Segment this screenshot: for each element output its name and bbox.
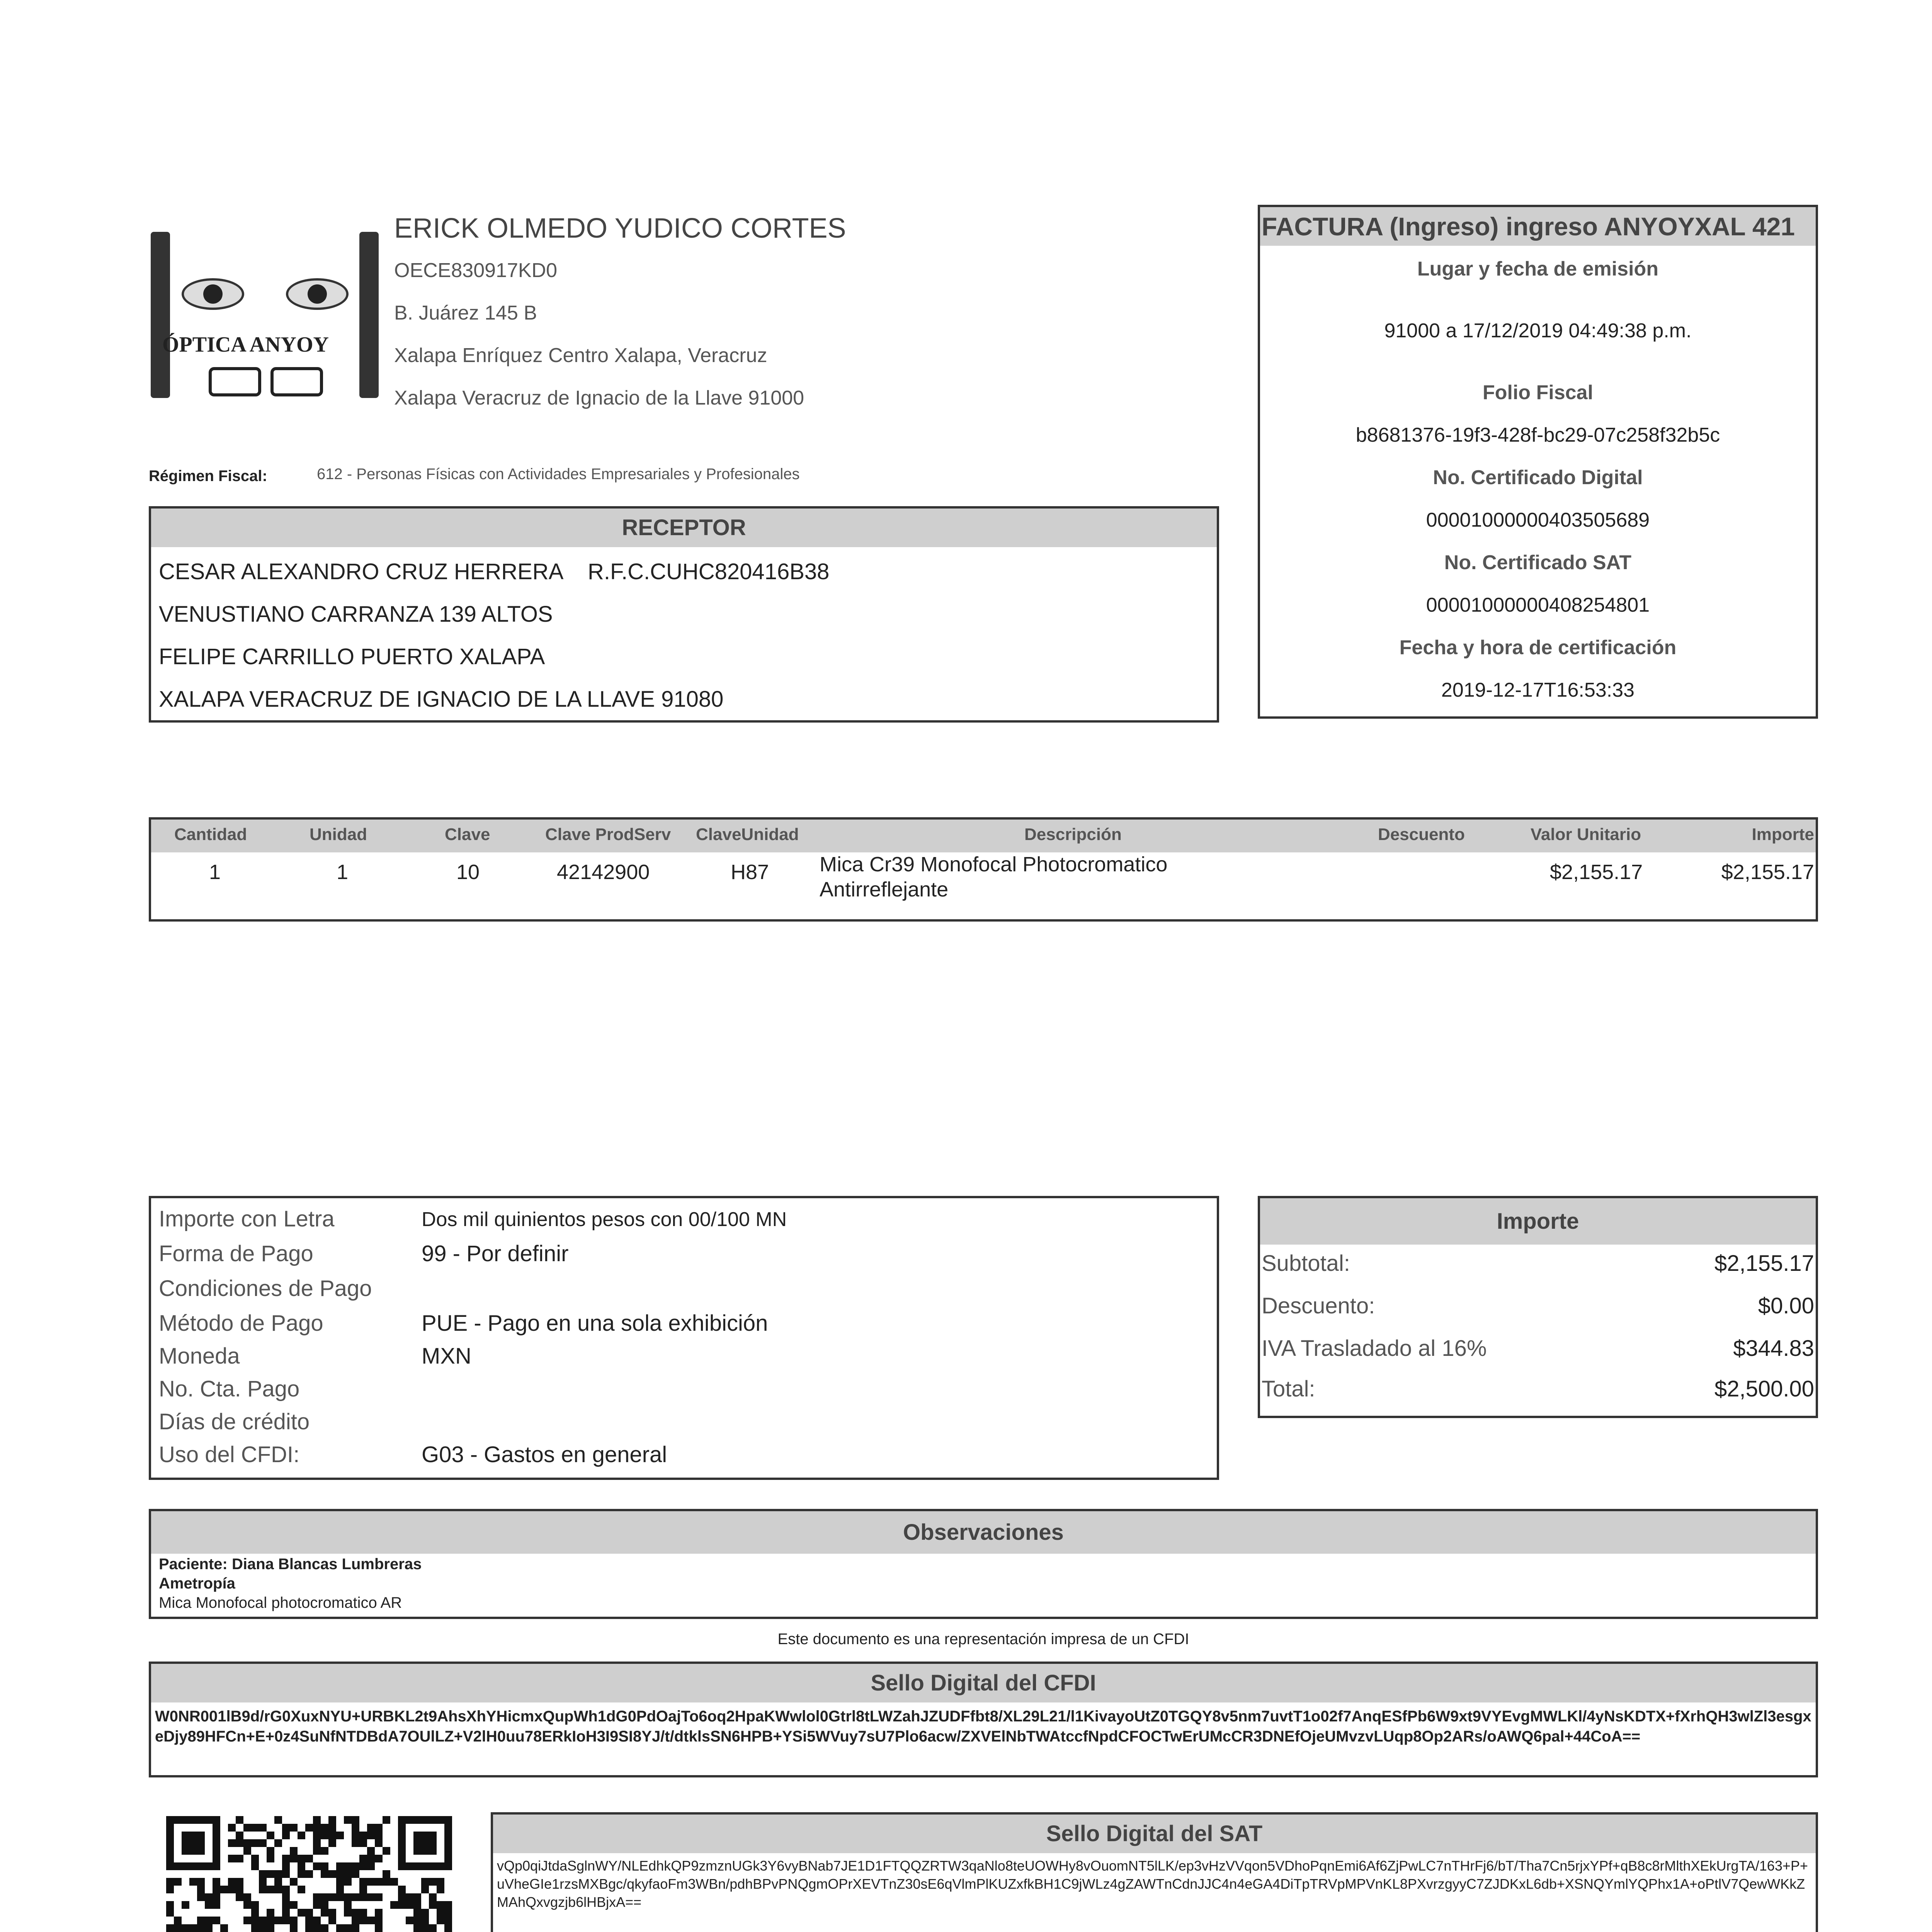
uso-cfdi-label: Uso del CFDI: xyxy=(159,1442,300,1467)
issuer-rfc: OECE830917KD0 xyxy=(394,259,558,282)
issuer-address-2: Xalapa Enríquez Centro Xalapa, Veracruz xyxy=(394,344,767,367)
lugar-label: Lugar y fecha de emisión xyxy=(1417,258,1659,280)
subtotal-label: Subtotal: xyxy=(1262,1251,1350,1276)
sello-sat-value: vQp0qiJtdaSglnWY/NLEdhkQP9zmznUGk3Y6vyBNab7JE1D1FTQQZRTW3qaNlo8teUOWHy8vOuomNT5lLK/ep3vHzVVqon5VDhoPqnEmi6Af6ZjPwLC7nTHrFj6/bT/Tha7Cn5rjxYPf+qB8c8rMlthXEkUrgTA/163+P+uVheGIe1rzsMXBgc/qkyfaoFm3WBn/pdhBPvPNQgmOPrXEVTnZ30sE6qVlmPlKUZxfkBH1C9jWLz4gZAWTnCdnJJC4n4eGA4DiTpTRVpMPVnKL8PXvrzgyyC7ZJDKxL6db+XSNQYmlYQPhx1A+oPtlV7QewWKkZMAhQxvgzjb6lHBjxA== xyxy=(497,1858,1808,1910)
col-header-importe: Importe xyxy=(1752,825,1814,844)
col-header-clave: Clave xyxy=(445,825,490,844)
receptor-address-1: VENUSTIANO CARRANZA 139 ALTOS xyxy=(159,602,553,627)
receptor-box xyxy=(149,506,1219,723)
regimen-label: Régimen Fiscal: xyxy=(149,468,267,485)
fecha-cert-value: 2019-12-17T16:53:33 xyxy=(1441,679,1635,701)
totals-title: Importe xyxy=(1260,1198,1816,1245)
logo-pillar-left xyxy=(151,232,170,398)
moneda-label: Moneda xyxy=(159,1344,240,1369)
cert-value: 00001000000403505689 xyxy=(1426,509,1650,531)
col-header-unidad: Unidad xyxy=(310,825,367,844)
cell-clave-prodserv: 42142900 xyxy=(557,861,650,884)
importe-letra-value: Dos mil quinientos pesos con 00/100 MN xyxy=(422,1208,787,1231)
totals-box xyxy=(1258,1196,1818,1418)
sello-sat-box xyxy=(491,1812,1818,1932)
sello-cfdi-title: Sello Digital del CFDI xyxy=(151,1664,1816,1702)
folio-value: b8681376-19f3-428f-bc29-07c258f32b5c xyxy=(1355,424,1720,446)
receptor-rfc: R.F.C.CUHC820416B38 xyxy=(588,559,830,584)
cfdi-note: Este documento es una representación impresa de un CFDI xyxy=(777,1631,1189,1648)
receptor-address-2: FELIPE CARRILLO PUERTO XALAPA xyxy=(159,644,545,669)
uso-cfdi-value: G03 - Gastos en general xyxy=(422,1442,667,1467)
cuenta-pago-label: No. Cta. Pago xyxy=(159,1376,300,1401)
issuer-logo xyxy=(143,216,383,410)
qr-code xyxy=(166,1816,452,1932)
col-header-descuento: Descuento xyxy=(1378,825,1465,844)
descuento-label: Descuento: xyxy=(1262,1293,1375,1318)
cell-descripcion-line1: Mica Cr39 Monofocal Photocromatico xyxy=(820,853,1168,876)
observaciones-line-2: Ametropía xyxy=(159,1575,235,1592)
items-table-header xyxy=(151,820,1816,852)
metodo-pago-label: Método de Pago xyxy=(159,1311,323,1336)
issuer-name: ERICK OLMEDO YUDICO CORTES xyxy=(394,213,846,244)
forma-pago-value: 99 - Por definir xyxy=(422,1241,569,1266)
logo-glasses-right xyxy=(270,367,323,396)
observaciones-line-1: Paciente: Diana Blancas Lumbreras xyxy=(159,1556,422,1573)
receptor-title: RECEPTOR xyxy=(151,509,1217,547)
regimen-value: 612 - Personas Físicas con Actividades Empresariales y Profesionales xyxy=(317,466,800,483)
issuer-address-3: Xalapa Veracruz de Ignacio de la Llave 91000 xyxy=(394,387,804,409)
col-header-descripcion: Descripción xyxy=(1024,825,1122,844)
observaciones-box xyxy=(149,1509,1818,1619)
cell-clave-unidad: H87 xyxy=(731,861,769,884)
lugar-value: 91000 a 17/12/2019 04:49:38 p.m. xyxy=(1384,320,1692,342)
sello-sat-title: Sello Digital del SAT xyxy=(493,1815,1816,1853)
subtotal-value: $2,155.17 xyxy=(1714,1251,1814,1276)
total-value: $2,500.00 xyxy=(1714,1376,1814,1401)
logo-text: ÓPTICA ANYOY xyxy=(162,333,329,357)
table-row xyxy=(151,852,1816,920)
receptor-address-3: XALAPA VERACRUZ DE IGNACIO DE LA LLAVE 91080 xyxy=(159,687,724,712)
dias-credito-label: Días de crédito xyxy=(159,1409,310,1434)
items-table xyxy=(149,817,1818,922)
cell-valor-unitario: $2,155.17 xyxy=(1550,861,1643,884)
logo-eye-left xyxy=(182,278,244,310)
fecha-cert-label: Fecha y hora de certificación xyxy=(1399,636,1677,659)
sello-cfdi-value: W0NR001lB9d/rG0XuxNYU+URBKL2t9AhsXhYHicmxQupWh1dG0PdOajTo6oq2HpaKWwlol0Gtrl8tLWZahJZUDFfbt8/XL29L21/l1KivayoUtZ0TGQY8v5nm7uvtT1o02f7AnqESfPb6W9xt9VYEvgMWLKl/4yNsKDTX+fXrhQH3wlZl3esgxeDjy89HFCn+E+0z4SuNfNTDBdA7OUlLZ+V2lH0uu78ERkIoH3I9SI8YJ/t/dtklsSN6HPB+YSi5WVuy7sU7Plo6acw/ZXVElNbTWAtccfNpdCFOCTwErUMcCR3DNEfOjeUMvzvLUqp8Op2ARs/oAWQ6pal+44CoA== xyxy=(155,1708,1811,1745)
cell-clave: 10 xyxy=(456,861,480,884)
metodo-pago-value: PUE - Pago en una sola exhibición xyxy=(422,1311,768,1336)
sello-cfdi-box xyxy=(149,1662,1818,1777)
iva-value: $344.83 xyxy=(1733,1336,1814,1361)
forma-pago-label: Forma de Pago xyxy=(159,1241,313,1266)
logo-glasses-left xyxy=(209,367,261,396)
cell-unidad: 1 xyxy=(337,861,349,884)
moneda-value: MXN xyxy=(422,1344,471,1369)
logo-eye-right xyxy=(286,278,349,310)
col-header-valor-unitario: Valor Unitario xyxy=(1531,825,1641,844)
descuento-value: $0.00 xyxy=(1758,1293,1814,1318)
condiciones-label: Condiciones de Pago xyxy=(159,1276,372,1301)
iva-label: IVA Trasladado al 16% xyxy=(1262,1336,1487,1361)
col-header-clave-unidad: ClaveUnidad xyxy=(696,825,799,844)
importe-letra-label: Importe con Letra xyxy=(159,1206,335,1231)
col-header-cantidad: Cantidad xyxy=(174,825,247,844)
cert-sat-value: 00001000000408254801 xyxy=(1426,594,1650,616)
factura-title: FACTURA (Ingreso) ingreso ANYOYXAL 421 xyxy=(1260,207,1816,246)
cell-descripcion-line2: Antirreflejante xyxy=(820,878,949,901)
factura-box xyxy=(1258,205,1818,719)
receptor-name: CESAR ALEXANDRO CRUZ HERRERA xyxy=(159,559,564,584)
observaciones-title: Observaciones xyxy=(151,1511,1816,1554)
cell-importe: $2,155.17 xyxy=(1721,861,1814,884)
col-header-clave-prodserv: Clave ProdServ xyxy=(545,825,671,844)
logo-pillar-right xyxy=(359,232,379,398)
cert-label: No. Certificado Digital xyxy=(1433,466,1643,489)
issuer-address-1: B. Juárez 145 B xyxy=(394,302,537,324)
folio-label: Folio Fiscal xyxy=(1482,381,1594,404)
total-label: Total: xyxy=(1262,1376,1315,1401)
cert-sat-label: No. Certificado SAT xyxy=(1444,551,1632,574)
observaciones-line-3: Mica Monofocal photocromatico AR xyxy=(159,1594,402,1611)
payment-box xyxy=(149,1196,1219,1480)
cell-cantidad: 1 xyxy=(209,861,221,884)
